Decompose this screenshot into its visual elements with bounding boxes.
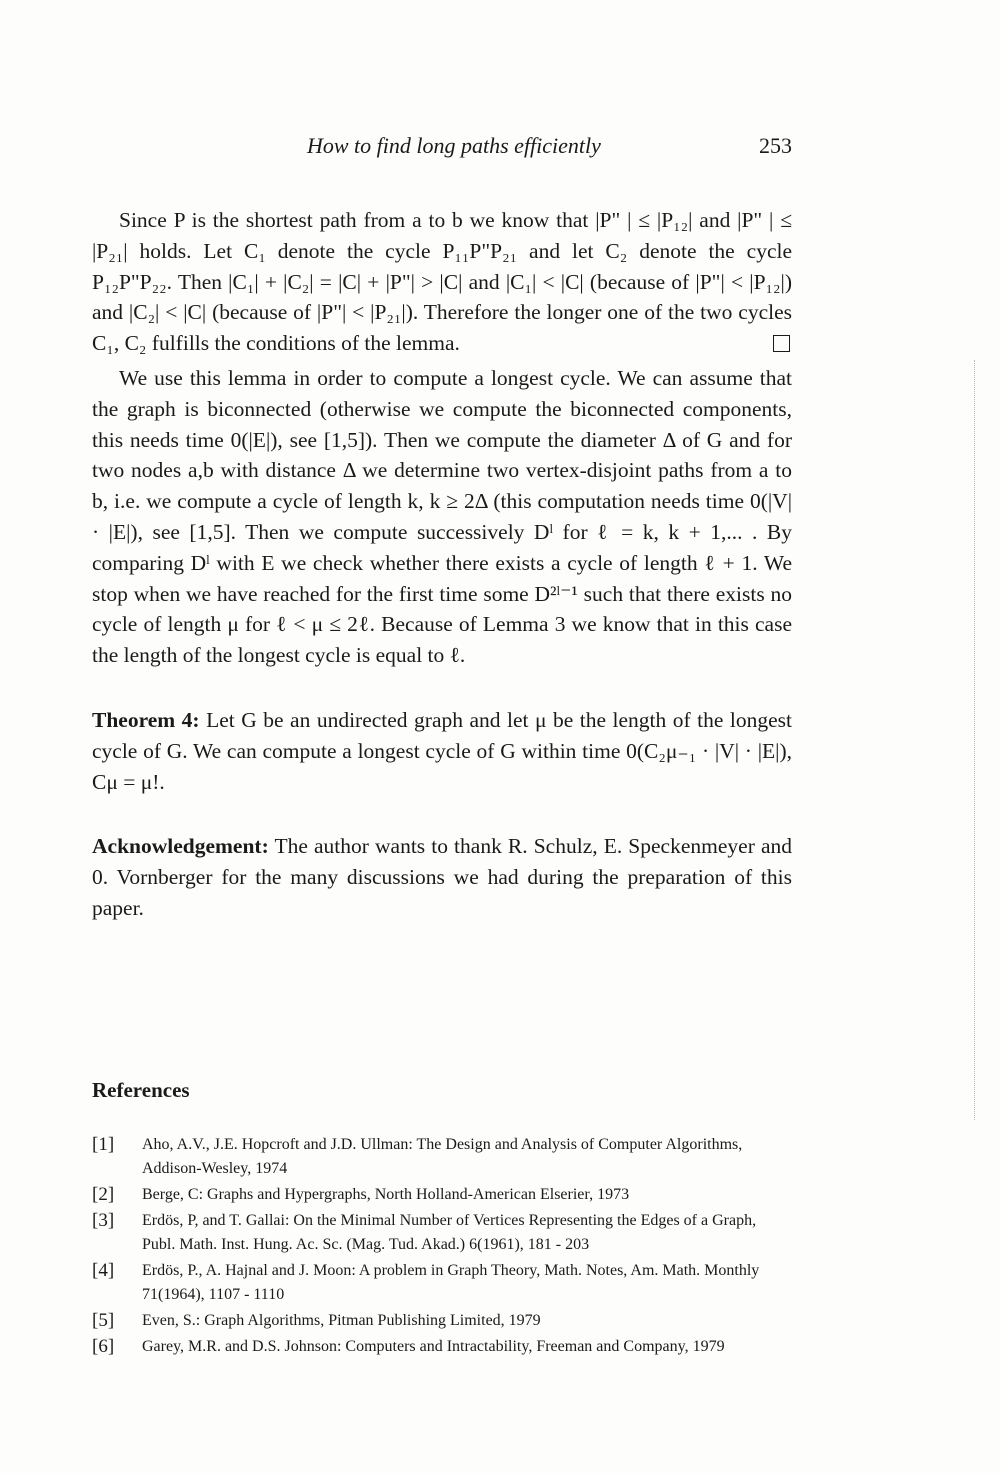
acknowledgement-label: Acknowledgement: [92, 834, 269, 859]
reference-item [92, 1309, 792, 1333]
theorem-paragraph [92, 705, 792, 797]
reference-item [92, 1335, 792, 1359]
reference-number: [4] [92, 1260, 115, 1281]
reference-list [92, 1133, 792, 1361]
reference-text: Erdös, P., A. Hajnal and J. Moon: A problem in Graph Theory, Math. Notes, Am. Math. Monthly 71(1964), 1107 - 1110 [142, 1262, 760, 1303]
reference-text: Aho, A.V., J.E. Hopcroft and J.D. Ullman: The Design and Analysis of Computer Algorithms, Addison-Wesley, 1974 [142, 1136, 743, 1177]
reference-text: Erdös, P, and T. Gallai: On the Minimal Number of Vertices Representing the Edges of a Graph, Publ. Math. Inst. Hung. Ac. Sc. (Mag. Tud. Akad.) 6(1961), 181 - 203 [142, 1212, 757, 1253]
theorem-text: Let G be an undirected graph and let μ be the length of the longest cycle of G. We can compute a longest cycle of G within time 0(C₂μ₋₁ · |V| · |E|), Cμ = μ!. [92, 707, 793, 794]
qed-box-icon [773, 335, 790, 352]
page-header [92, 133, 792, 167]
algorithm-paragraph: We use this lemma in order to compute a longest cycle. We can assume that the graph is biconnected (otherwise we compute the biconnected components, this needs time 0(|E|), see [1,5]). Then we compute the diameter Δ of G and for two nodes a,b with distance Δ we determine two vertex-disjoint paths from a to b, i.e. we compute a cycle of length k, k ≥ 2Δ (this computation needs time 0(|V| · |E|), see [1,5]. Then we compute successively Dˡ for ℓ = k, k + 1,... . By comparing Dˡ with E we check whether there exists a cycle of length ℓ + 1. We stop when we have reached for the first time some D²ˡ⁻¹ such that there exists no cycle of length μ for ℓ < μ ≤ 2ℓ. Because of Lemma 3 we know that in this case the length of the longest cycle is equal to ℓ. [92, 365, 792, 668]
reference-number: [2] [92, 1184, 115, 1205]
reference-number: [1] [92, 1134, 115, 1155]
acknowledgement-paragraph [92, 831, 792, 923]
proof-paragraph: Since P is the shortest path from a to b we know that |P" | ≤ |P₁₂| and |P" | ≤ |P₂₁| holds. Let C₁ denote the cycle P₁₁P"P₂₁ and let C₂ denote the cycle P₁₂P"P₂₂. Then |C₁| + |C₂| = |C| + |P"| > |C| and |C₁| < |C| (because of |P"| < |P₁₂|) and |C₂| < |C| (because of |P"| < |P₂₁|). Therefore the longer one of the two cycles C₁, C₂ fulfills the conditions of the lemma. [92, 208, 792, 356]
references-heading: References [92, 1078, 190, 1102]
reference-text: Even, S.: Graph Algorithms, Pitman Publishing Limited, 1979 [142, 1312, 541, 1329]
reference-text: Berge, C: Graphs and Hypergraphs, North Holland-American Elserier, 1973 [142, 1186, 630, 1203]
reference-item [92, 1209, 792, 1257]
reference-number: [5] [92, 1310, 115, 1331]
reference-item [92, 1133, 792, 1181]
reference-item [92, 1259, 792, 1307]
reference-item [92, 1183, 792, 1207]
reference-text: Garey, M.R. and D.S. Johnson: Computers and Intractability, Freeman and Company, 1979 [142, 1338, 725, 1355]
body-text [92, 205, 792, 924]
reference-number: [6] [92, 1336, 115, 1357]
running-head: How to find long paths efficiently [307, 133, 601, 158]
theorem-label: Theorem 4: [92, 707, 200, 732]
reference-number: [3] [92, 1210, 115, 1231]
acknowledgement-text: The author wants to thank R. Schulz, E. Speckenmeyer and 0. Vornberger for the many discussions we had during the preparation of this paper. [92, 834, 792, 920]
scan-edge-mark [974, 360, 976, 1120]
page-number: 253 [759, 133, 792, 158]
